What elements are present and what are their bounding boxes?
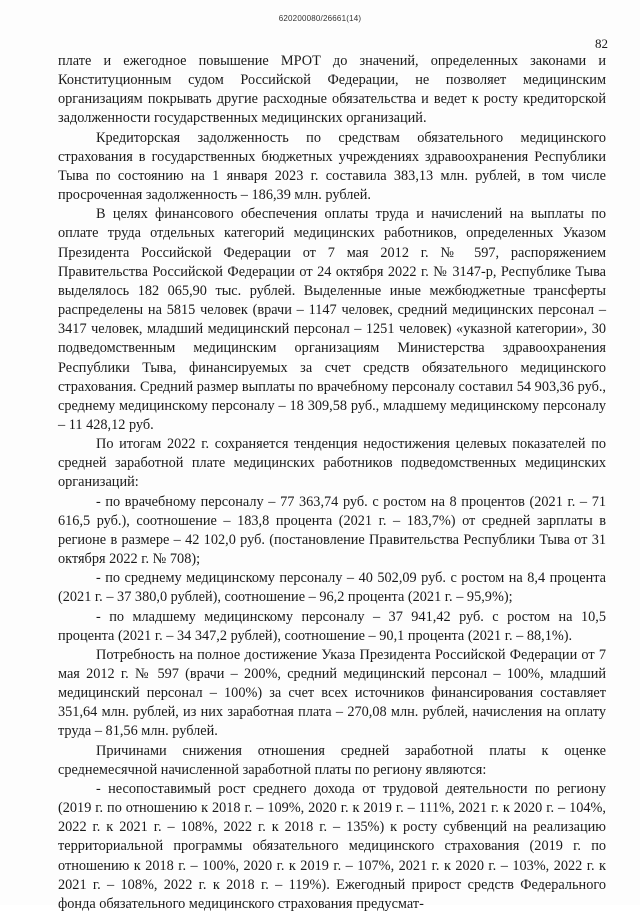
paragraph-reasons: Причинами снижения отношения средней заработной платы к оценке среднемесячной начисленной заработной платы по региону являются: xyxy=(58,742,606,778)
paragraph-requirement: Потребность на полное достижение Указа Президента Российской Федерации от 7 мая 2012 г. № 597 (врачи – 200%, средний медицинский персонал – 100%, младший медицинский персонал – 100%) за счет всех источников финансирования составляет 351,64 млн. рублей, из них заработная плата – 270,08 млн. рублей, начисления на оплату труда – 81,56 млн. рублей. xyxy=(58,646,606,740)
document-id: 620200080/26661(14) xyxy=(278,14,362,23)
page-number: 82 xyxy=(595,36,608,51)
list-item-middle-staff: - по среднему медицинскому персоналу – 40 502,09 руб. с ростом на 8,4 процента (2021 г. – 37 380,0 рублей), соотношение – 96,2 процента (2021 г. – 95,9%); xyxy=(58,570,606,606)
list-item-junior-staff: - по младшему медицинскому персоналу – 37 941,42 руб. с ростом на 10,5 процента (2021 г. – 34 347,2 рублей), соотношение – 90,1 процента (2021 г. – 88,1%). xyxy=(58,608,606,644)
list-item-doctors: - по врачебному персоналу – 77 363,74 руб. с ростом на 8 процентов (2021 г. – 71 616,5 руб.), соотношение – 183,8 процента (2021 г. – 183,7%) от средней зарплаты в регионе в размере – 42 102,0 руб. (постановление Правительства Республики Тыва от 31 октября 2022 г. № 708); xyxy=(58,493,606,568)
document-body xyxy=(58,52,606,914)
list-item-income-growth: - несопоставимый рост среднего дохода от трудовой деятельности по региону (2019 г. по отношению к 2018 г. – 109%, 2020 г. к 2019 г. – 111%, 2021 г. к 2020 г. – 104%, 2022 г. к 2021 г. – 108%, 2022 г. к 2018 г. – 135%) к росту субвенций на реализацию территориальной программы обязательного медицинского страхования (2019 г. по отношению к 2018 г. – 100%, 2020 г. к 2019 г. – 107%, 2021 г. к 2020 г. – 103%, 2022 г. к 2021 г. – 108%, 2022 г. к 2018 г. – 119%). Ежегодный прирост средств Федерального фонда обязательного медицинского страхования предусмат- xyxy=(58,780,606,912)
paragraph-financing: В целях финансового обеспечения оплаты труда и начислений на выплаты по оплате труда отдельных категорий медицинских работников, определенных Указом Президента Российской Федерации от 7 мая 2012 г. № 597, распоряжением Правительства Российской Федерации от 24 октября 2022 г. № 3147-р, Республике Тыва выделялось 182 065,90 тыс. рублей. Выделенные иные межбюджетные трансферты распределены на 5815 человек (врачи – 1147 человек, средний медицинских персонал – 3417 человек, младший медицинский персонал – 1251 человек) «указной категории», 30 подведомственным медицинским организациям Министерства здравоохранения Республики Тыва, финансируемых за счет средств обязательного медицинского страхования. Средний размер выплаты по врачебному персоналу составил 54 903,36 руб., среднему медицинскому персоналу – 18 309,58 руб., младшему медицинскому персоналу – 11 428,12 руб. xyxy=(58,206,606,433)
paragraph-creditor-debt: Кредиторская задолженность по средствам обязательного медицинского страхования в государственных бюджетных учреждениях здравоохранения Республики Тыва по состоянию на 1 января 2023 г. составила 383,13 млн. рублей, в том числе просроченная задолженность – 186,39 млн. рублей. xyxy=(58,129,606,204)
paragraph-results-2022: По итогам 2022 г. сохраняется тенденция недостижения целевых показателей по средней заработной плате медицинских работников подведомственных медицинских организаций: xyxy=(58,436,606,491)
paragraph-continuation: плате и ежегодное повышение МРОТ до значений, определенных законами и Конституционным судом Российской Федерации, не позволяет медицинским организациям покрывать другие расходные обязательства и ведет к росту кредиторской задолженности государственных медицинских организаций. xyxy=(58,53,606,127)
